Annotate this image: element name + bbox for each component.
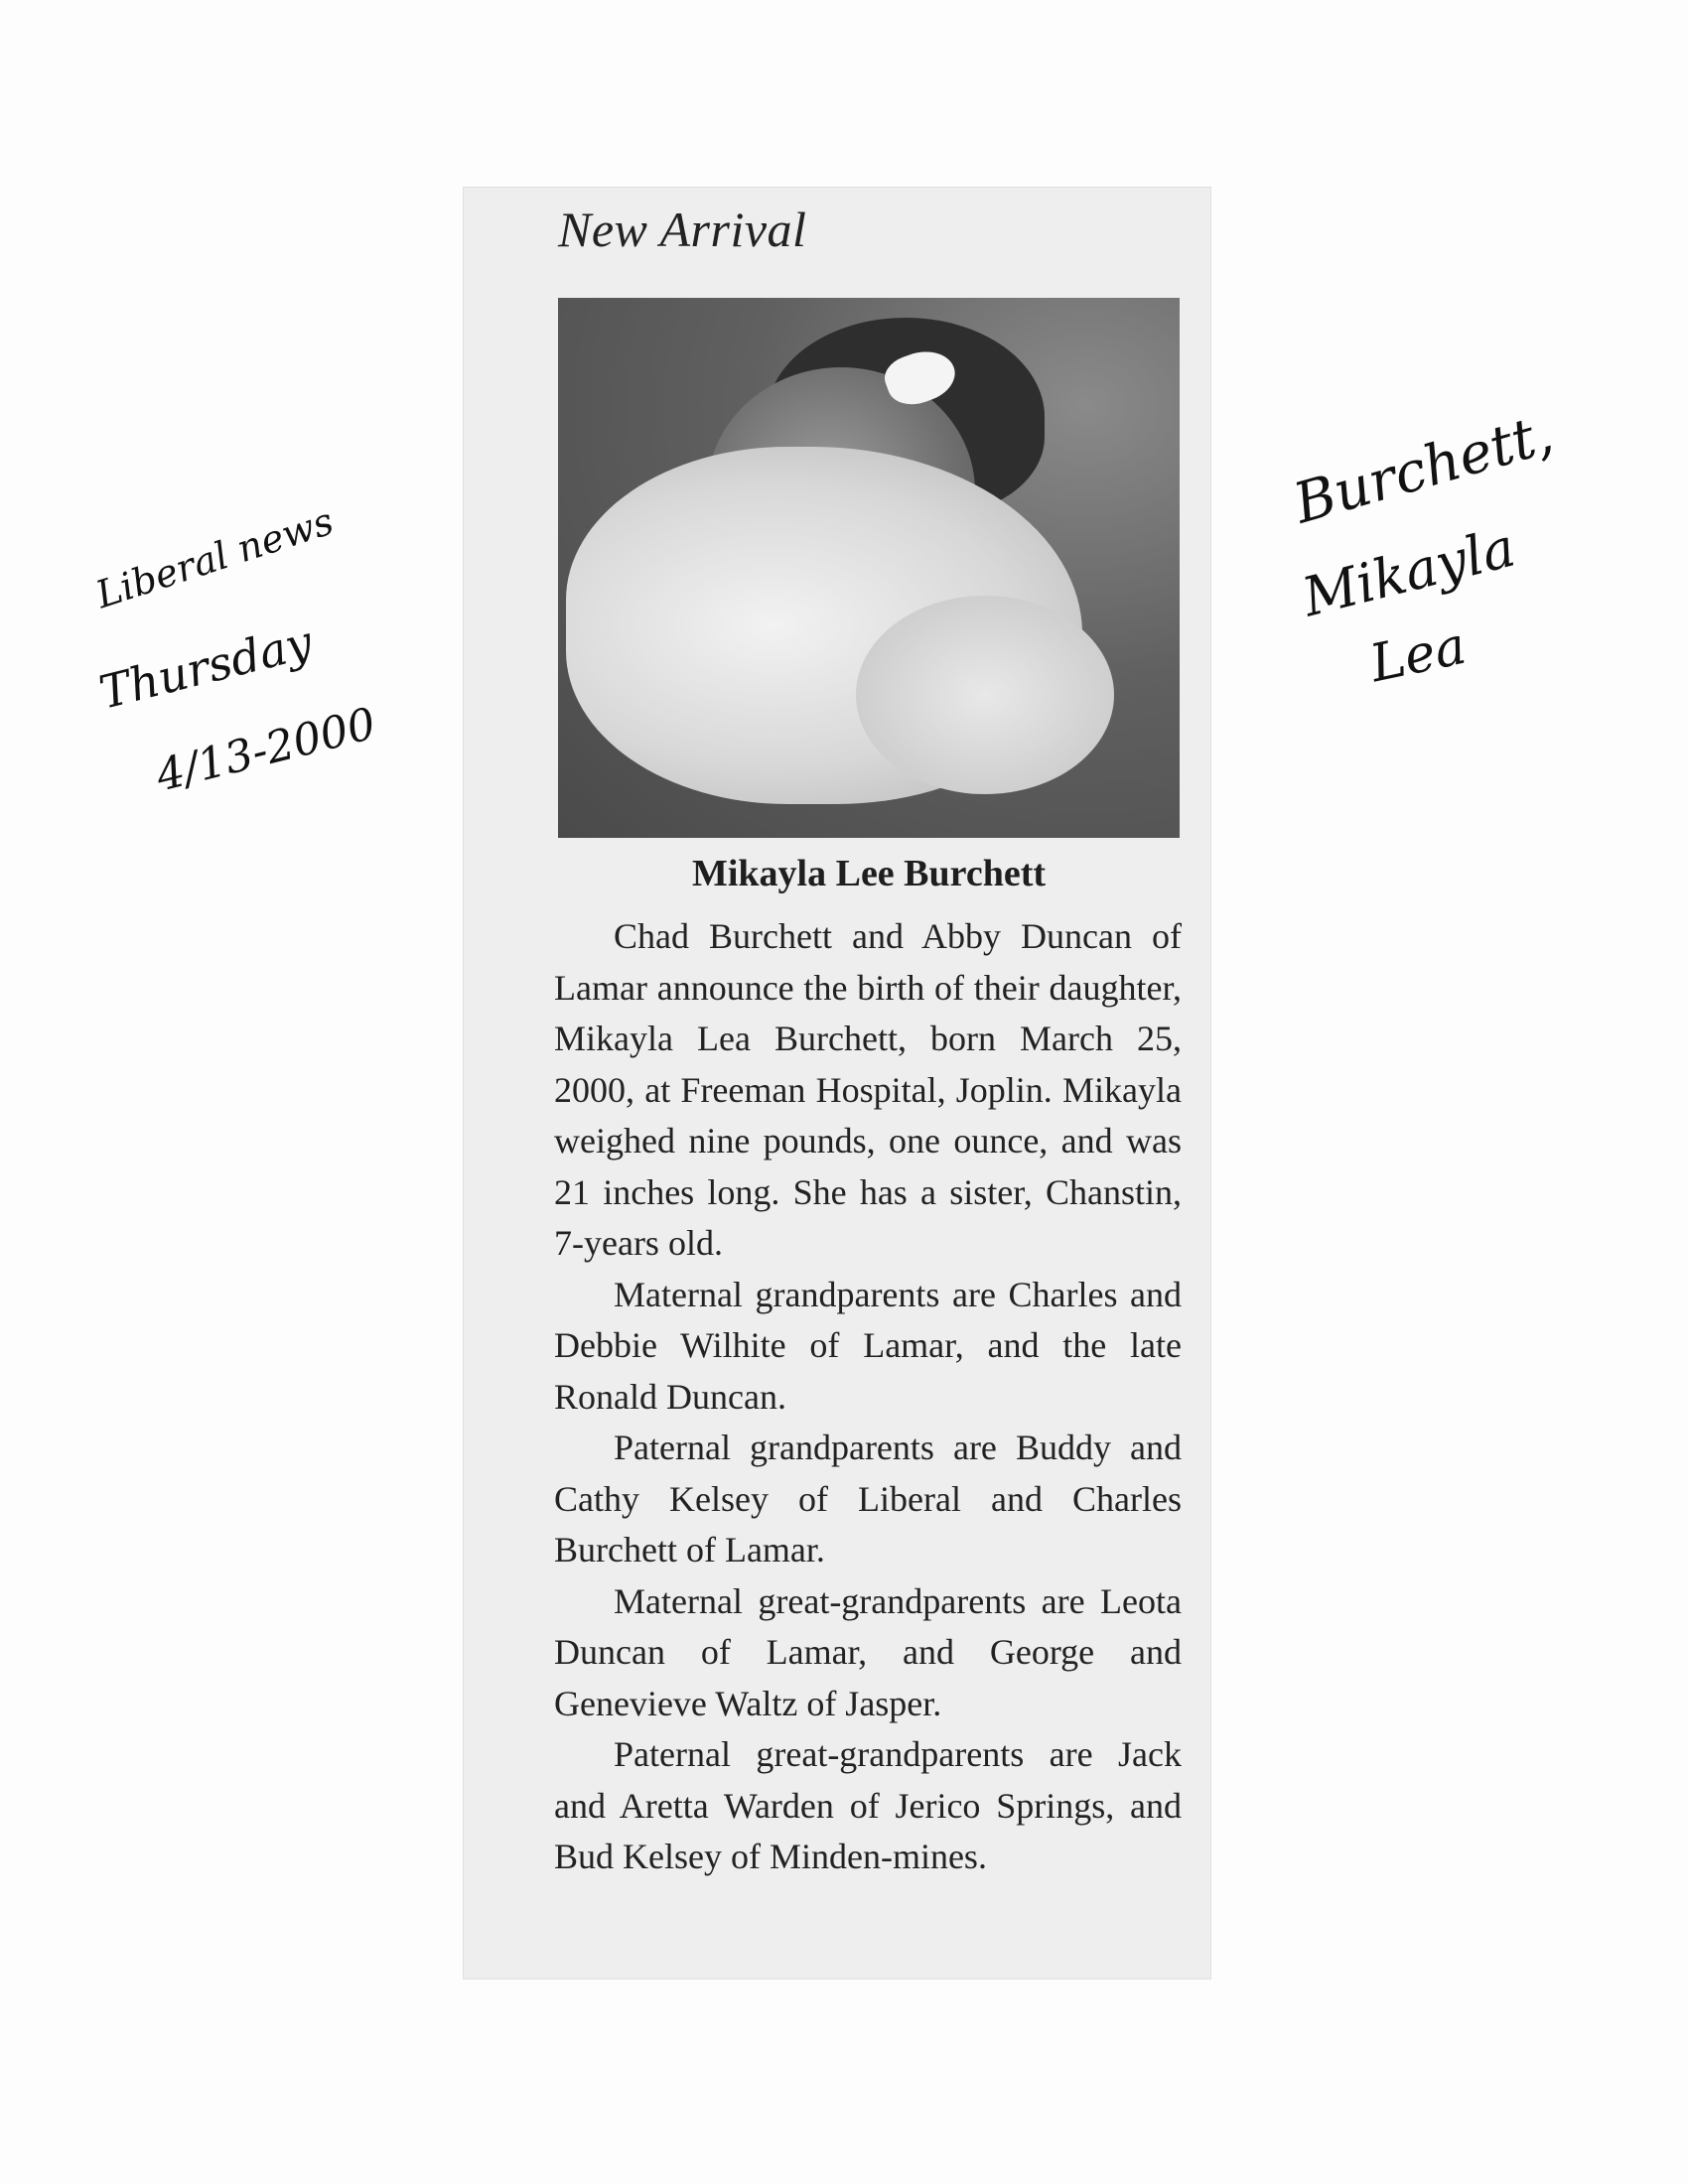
paragraph-paternal-grandparents: Paternal grandparents are Buddy and Cathy Kelsey of Liberal and Charles Burchett of Lamar.: [554, 1428, 1182, 1570]
photo-caption: Mikayla Lee Burchett: [691, 853, 1047, 894]
handwritten-date: 4/13-2000: [151, 698, 381, 802]
baby-photo: [558, 298, 1180, 838]
handwritten-surname: Burchett,: [1287, 401, 1561, 537]
handwritten-source: Liberal news: [90, 498, 339, 617]
section-heading: New Arrival: [558, 202, 807, 257]
paragraph-maternal-grandparents: Maternal grandparents are Charles and Debbie Wilhite of Lamar, and the late Ronald Duncan.: [554, 1274, 1182, 1417]
handwritten-weekday: Thursday: [93, 614, 318, 720]
handwritten-first-name: Mikayla: [1296, 515, 1521, 629]
newspaper-clipping: [463, 187, 1211, 1979]
photo-blanket-fold: [856, 596, 1114, 794]
handwritten-middle-name: Lea: [1364, 615, 1472, 695]
paragraph-birth: Chad Burchett and Abby Duncan of Lamar announce the birth of their daughter, Mikayla Lea Burchett, born March 25, 2000, at Freeman Hospital, Joplin. Mikayla weighed nine pounds, one ounce, and was 21 inches long. She has a sister, Chanstin, 7-years old.: [554, 916, 1182, 1263]
paragraph-maternal-great-grandparents: Maternal great-grandparents are Leota Duncan of Lamar, and George and Genevieve Waltz of Jasper.: [554, 1580, 1182, 1723]
announcement-text: [554, 911, 1182, 1883]
paragraph-paternal-great-grandparents: Paternal great-grandparents are Jack and Aretta Warden of Jerico Springs, and Bud Kelsey of Minden-mines.: [554, 1734, 1182, 1876]
